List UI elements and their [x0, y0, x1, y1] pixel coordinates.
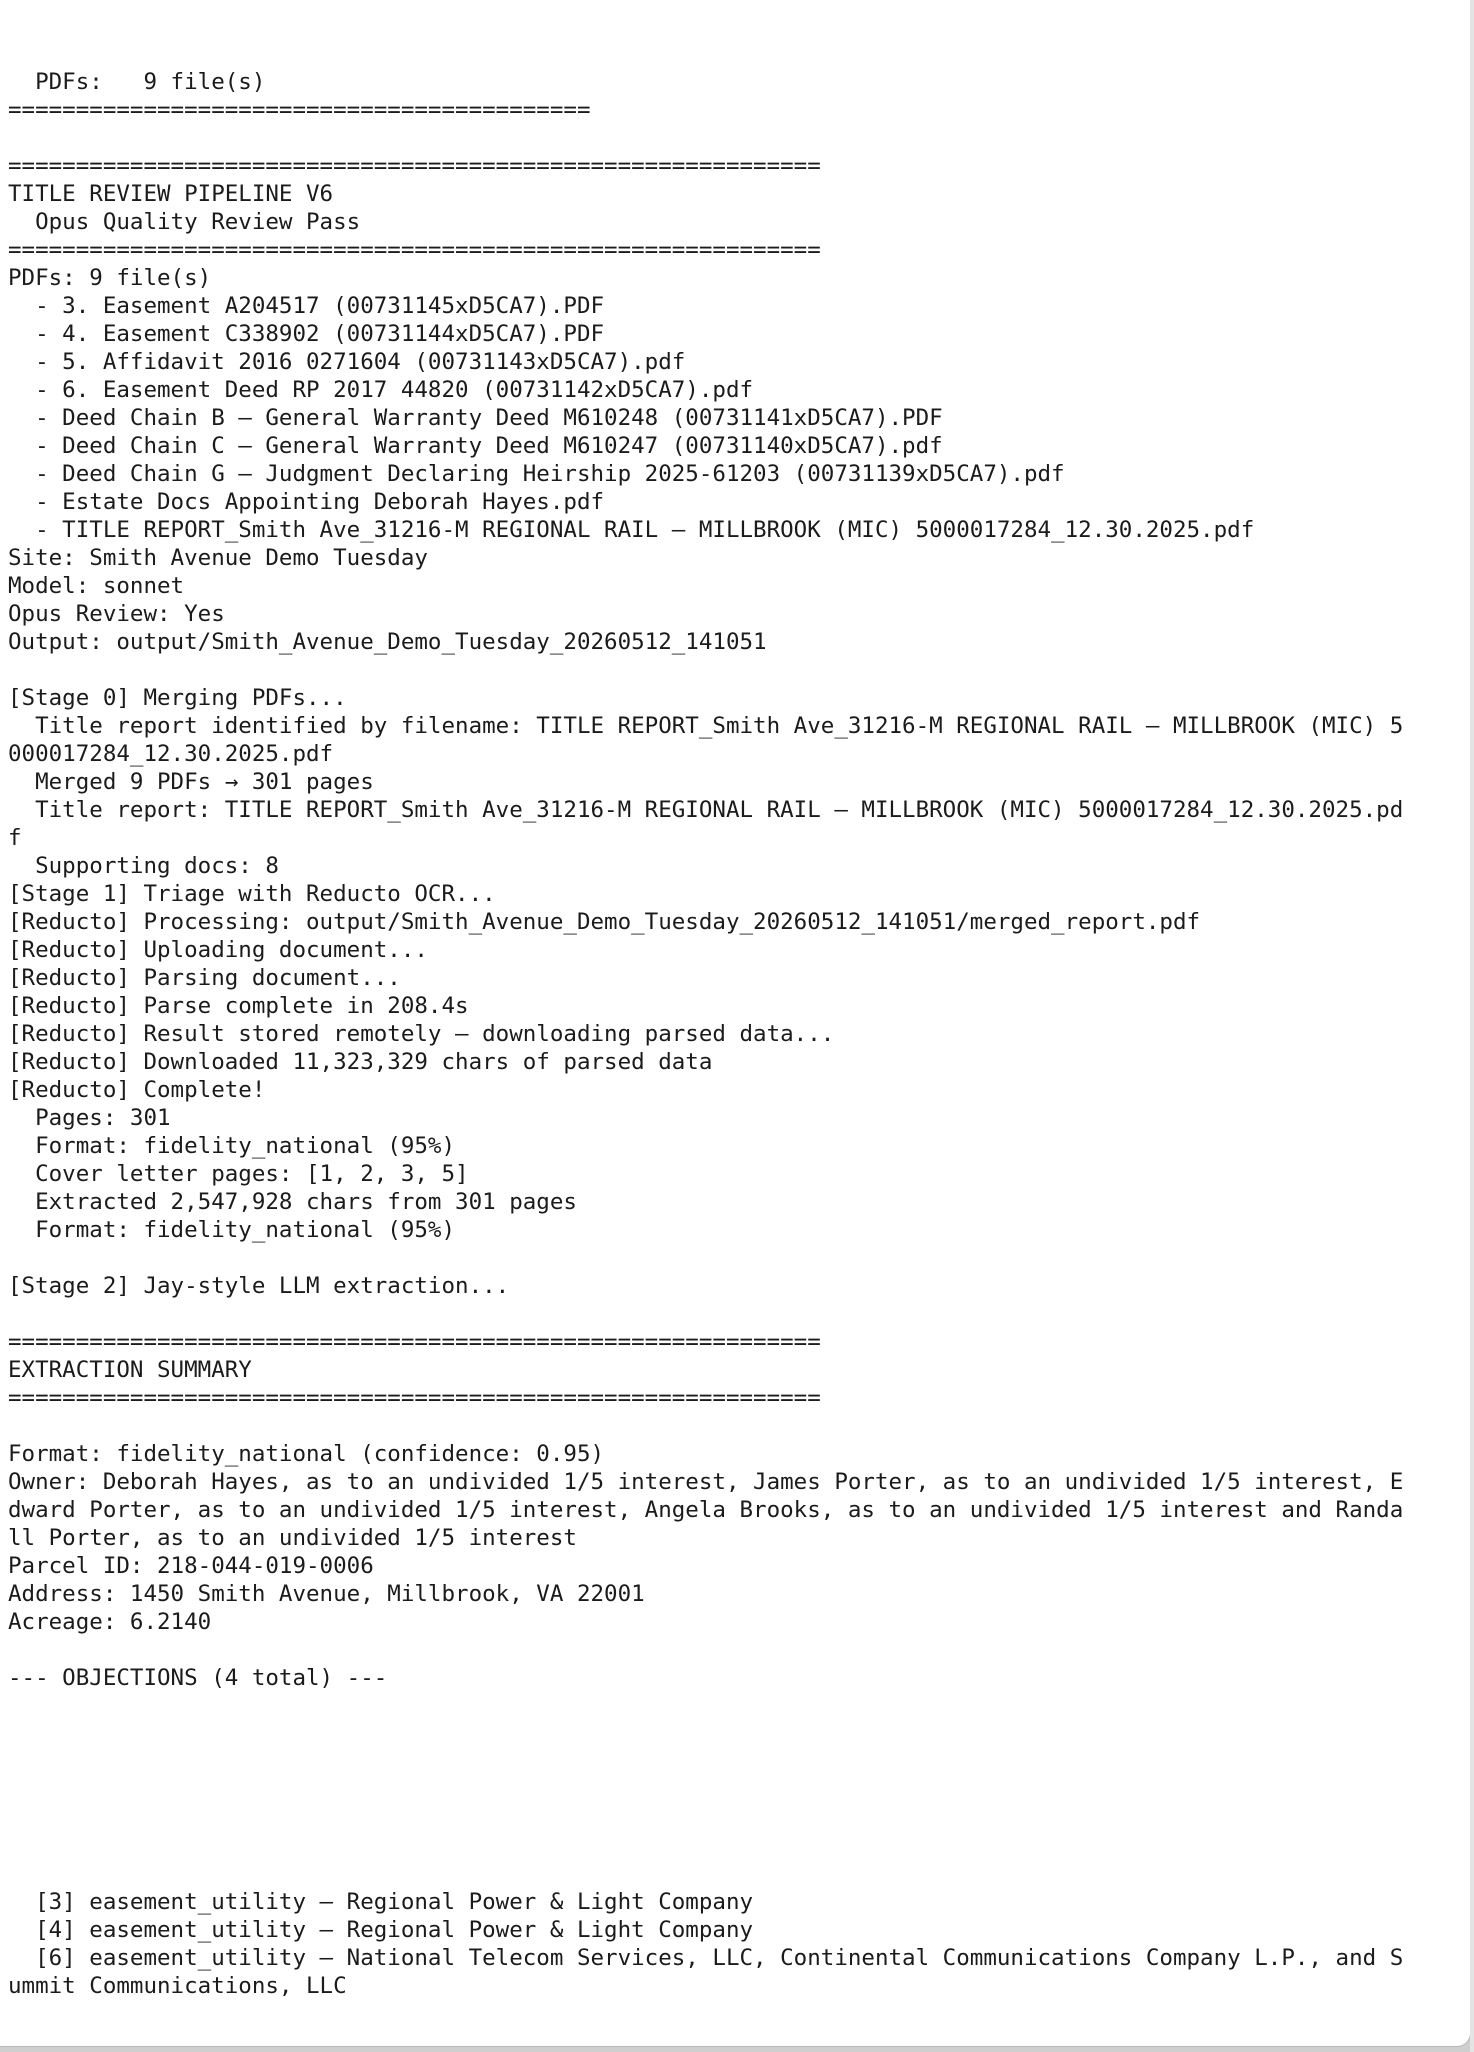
terminal-line: [Stage 2] Jay-style LLM extraction... — [8, 1273, 510, 1299]
terminal-line: - 5. Affidavit 2016 0271604 (00731143xD5CA7).pdf — [8, 349, 686, 375]
terminal-line: [Reducto] Result stored remotely – downloading parsed data... — [8, 1021, 835, 1047]
terminal-line: - 6. Easement Deed RP 2017 44820 (00731142xD5CA7).pdf — [8, 377, 754, 403]
objection-item-high: [4] easement_utility – Regional Power & Light Company — [8, 1917, 754, 1943]
terminal-line: - 4. Easement C338902 (00731144xD5CA7).PDF — [8, 321, 605, 347]
terminal-line — [8, 1300, 1460, 1328]
terminal-line: Site: Smith Avenue Demo Tuesday — [8, 545, 428, 571]
terminal-line: - Deed Chain B – General Warranty Deed M610248 (00731141xD5CA7).PDF — [8, 405, 943, 431]
terminal-line: Supporting docs: 8 — [8, 853, 279, 879]
window-edge — [1470, 0, 1474, 2052]
terminal-line: Output: output/Smith_Avenue_Demo_Tuesday_20260512_141051 — [8, 629, 767, 655]
terminal-line: - 3. Easement A204517 (00731145xD5CA7).PDF — [8, 293, 605, 319]
terminal-line: ============================================================ — [8, 1329, 821, 1355]
terminal-line: [Stage 0] Merging PDFs... — [8, 685, 347, 711]
terminal-line: Model: sonnet — [8, 573, 185, 599]
terminal-line: ll Porter, as to an undivided 1/5 interest — [8, 1525, 577, 1551]
terminal-line: ============================================================ — [8, 1385, 821, 1411]
terminal-line: ============================================================ — [8, 153, 821, 179]
terminal-line: [Reducto] Processing: output/Smith_Avenue_Demo_Tuesday_20260512_141051/merged_report.pdf — [8, 909, 1201, 935]
terminal-line: Title report identified by filename: TITLE REPORT_Smith Ave_31216-M REGIONAL RAIL – MILLBROOK (MIC) 5 — [8, 713, 1404, 739]
terminal-line: [Reducto] Uploading document... — [8, 937, 428, 963]
terminal-line: Opus Quality Review Pass — [8, 209, 361, 235]
terminal-line: Acreage: 6.2140 — [8, 1609, 212, 1635]
objection-item-high: [3] easement_utility – Regional Power & Light Company — [8, 1889, 754, 1915]
terminal-line: PDFs: 9 file(s) — [8, 69, 266, 95]
terminal-line: f — [8, 825, 22, 851]
terminal-output — [8, 12, 1460, 2047]
terminal-line: dward Porter, as to an undivided 1/5 interest, Angela Brooks, as to an undivided 1/5 interest and Randa — [8, 1497, 1404, 1523]
terminal-line — [8, 1636, 1460, 1664]
terminal-line: [Stage 1] Triage with Reducto OCR... — [8, 881, 496, 907]
terminal-line — [8, 1244, 1460, 1272]
terminal-line: PDFs: 9 file(s) — [8, 265, 212, 291]
terminal-line: TITLE REVIEW PIPELINE V6 — [8, 181, 334, 207]
terminal-line — [8, 656, 1460, 684]
terminal-line: Title report: TITLE REPORT_Smith Ave_31216-M REGIONAL RAIL – MILLBROOK (MIC) 5000017284_12.30.2025.pd — [8, 797, 1404, 823]
terminal-line: - Deed Chain C – General Warranty Deed M610247 (00731140xD5CA7).pdf — [8, 433, 943, 459]
terminal-line: Parcel ID: 218-044-019-0006 — [8, 1553, 374, 1579]
terminal-line — [8, 124, 1460, 152]
objection-item-high: [6] easement_utility – National Telecom Services, LLC, Continental Communications Company L.P., and S — [8, 1945, 1404, 1971]
terminal-line: Cover letter pages: [1, 2, 3, 5] — [8, 1161, 469, 1187]
objection-item-high: ummit Communications, LLC — [8, 1973, 347, 1999]
terminal-line: Merged 9 PDFs → 301 pages — [8, 769, 374, 795]
terminal-line: 000017284_12.30.2025.pdf — [8, 741, 334, 767]
high-priority-header — [8, 1804, 1460, 1832]
terminal-line: - Estate Docs Appointing Deborah Hayes.pdf — [8, 489, 605, 515]
terminal-line: [Reducto] Complete! — [8, 1077, 266, 1103]
terminal-line: --- OBJECTIONS (4 total) --- — [8, 1665, 388, 1691]
terminal-line: - Deed Chain G – Judgment Declaring Heirship 2025-61203 (00731139xD5CA7).pdf — [8, 461, 1065, 487]
terminal-line: - TITLE REPORT_Smith Ave_31216-M REGIONAL RAIL – MILLBROOK (MIC) 5000017284_12.30.2025.pdf — [8, 517, 1255, 543]
terminal-line: Format: fidelity_national (95%) — [8, 1133, 456, 1159]
terminal-line — [8, 1692, 1460, 1720]
terminal-line: [Reducto] Parse complete in 208.4s — [8, 993, 469, 1019]
terminal-line — [8, 1412, 1460, 1440]
terminal-line: Format: fidelity_national (95%) — [8, 1217, 456, 1243]
terminal-line: Owner: Deborah Hayes, as to an undivided 1/5 interest, James Porter, as to an undivided 1/5 interest, E — [8, 1469, 1404, 1495]
terminal-line: ============================================================ — [8, 237, 821, 263]
terminal-line: EXTRACTION SUMMARY — [8, 1357, 252, 1383]
terminal-line: Pages: 301 — [8, 1105, 171, 1131]
terminal-line: =========================================== — [8, 97, 591, 123]
terminal-line: Address: 1450 Smith Avenue, Millbrook, VA 22001 — [8, 1581, 645, 1607]
terminal-line: Opus Review: Yes — [8, 601, 225, 627]
terminal-line: Extracted 2,547,928 chars from 301 pages — [8, 1189, 577, 1215]
terminal-line: [Reducto] Parsing document... — [8, 965, 401, 991]
terminal-line: [Reducto] Downloaded 11,323,329 chars of parsed data — [8, 1049, 713, 1075]
terminal-line: Format: fidelity_national (confidence: 0.95) — [8, 1441, 605, 1467]
